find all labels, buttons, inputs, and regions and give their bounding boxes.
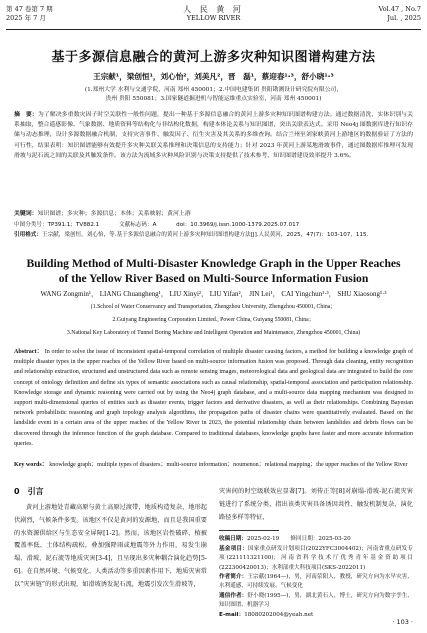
footnote-text: 舒小晓(1995—)，男，湖北黄石人，博士，研究方向为数字孪生、知识图谱、机器学习 [219,592,413,609]
keywords-en-text: knowledge graph；multiple types of disasters；multi-source information；noumenon；relational mapping；the upper reaches of the Yellow River [49,462,408,468]
journal-name-cn: 人 民 黄 河 [183,5,244,14]
document-code: 文献标志码：A [119,222,157,228]
page-number: · 103 · [392,618,413,626]
abstract-cn-label: 摘 要： [14,112,38,118]
affiliation-en-line: 3.National Key Laboratory of Tunnel Boring Machine and Intelligent Operation and Maintenance, Zhengzhou 450001, China) [66,330,361,336]
header-date-en: Jul. , 2025 [387,14,421,22]
header-right [379,5,421,23]
footnote-received [219,535,413,544]
abstract-en [14,347,413,449]
title-en-line: of the Yellow River Based on Multi-Source Information Fusion [58,272,369,285]
citation-text: 王宗献，梁创恒，刘心怡，等.基于多源信息融合的黄河上游多灾种知识图谱构建方法[J].人民黄河，2025，47(7)：103-107，115. [41,232,369,238]
section-heading-introduction: 0 引言 [14,487,44,496]
footnote-author [219,573,413,592]
footnote-text: 2025-02-19 修回日期：2025-03-20 [246,536,351,543]
keywords-cn [14,210,413,219]
title-en-line: Building Method of Multi-Disaster Knowledge Graph in the Upper Reaches [26,257,401,270]
keywords-en-label: Key words： [14,462,48,468]
footnote-rule [219,530,279,531]
keywords-cn-text: 知识图谱；多灾种；多源信息；本体；关系映射；黄河上游 [37,211,191,217]
footnote-funding [219,545,413,573]
affiliation-en-line: (1.School of Water Conservancy and Transportation, Zhengzhou University, Zhengzhou 450001, China； [90,304,337,310]
abstract-cn [14,110,413,161]
abstract-en-label: Abstract： [14,349,43,355]
citation-label: 引用格式： [14,232,42,238]
footnote-corresponding [219,592,413,611]
abstract-en-text: In order to solve the issue of inconsistent spatial-temporal correlation of multiple disaster causing factors, a method for building a knowledge graph of multiple disaster types in the upper reaches of the Yellow River based on multi-source information fusion was proposed. Through data cleaning, entity recognition and relationship extraction, structured and unstructured data such as remote sensing images, meteorological data and geological data are integrated to build the core concept of ontology definition and define six types of semantic associations such as causal relationship, spatial-temporal association and participation relationship. Knowledge storage and dynamic reasoning were carried out by using the Neo4j graph database, and a multi-source data mapping mechanism was designed to support multi-dimensional queries of entities such as disaster events, trigger factors and derivative disasters, as well as their relationships. Combining Bayesian network probabilistic reasoning and graph topology analysis algorithms, the propagation paths of disaster chains were quantitatively evaluated. Based on the landslide event in a certain area of the upper reaches of the Yellow River in 2023, the potential relationship chain between landslides and debris flows can be discovered through the inference function of the graph database. Compared to traditional databases, knowledge graphs have faster and more accurate information queries. [14,349,413,447]
title-en [0,256,427,286]
authors-cn: 王宗献¹，梁创恒¹，刘心怡²，刘美凡²，晋 磊¹，蔡迎春¹·³，舒小晓¹·³ [93,72,334,81]
body-left-column [14,486,207,592]
email-link[interactable]: 18080202004@yeah.net [244,611,314,618]
clc-number: 中图分类号：TP391.1；TV882.1 [14,222,100,228]
footnote-label: 通信作者： [219,592,248,599]
title-cn: 基于多源信息融合的黄河上游多灾种知识图谱构建方法 [51,50,376,65]
header-date-cn: 2025 年 7 月 [6,14,46,22]
footnote-label: 基金项目： [219,545,248,552]
header-center [6,5,421,23]
header-volume-cn: 第 47 卷第 7 期 [6,5,53,13]
citation-line [14,231,413,240]
introduction-paragraph: 黄河上游地处青藏高原与黄土高原过渡带，地质构造复杂，地形起伏剧烈，气候条件多变。该地区不仅是黄河的发源地，而且是我国重要的水资源供给区与生态安全屏障[1-2]。然而，该地区岩性破碎、植被覆盖率低、土体结构疏松，叠加强降雨或地震等外力作用，易发生崩塌、滑坡、泥石流等地质灾害[3-4]，且呈现出多灾种耦合演化趋势[5-6]。在自然环境、气候变化、人类活动等多重因素作用下，地质灾害常以“灾害链”的形式出现，如滑坡诱发泥石流，地震引发次生滑坡等， [14,504,207,588]
journal-name-en: YELLOW RIVER [186,14,241,22]
affiliations-cn [30,86,397,104]
affiliations-en [24,301,403,340]
authors-en: WANG Zongmin¹， LIANG Chuangheng¹， LIU Xinyi²， LIU Yifan²， JIN Lei¹， CAI Yingchun¹·³， SHU Xiaosong¹·³ [40,290,387,298]
running-header [6,5,421,31]
keywords-cn-label: 关键词： [14,211,38,217]
footnote-text: 王宗献(1964—)，男，河南荥阳人，教授，研究方向为水旱灾害、水利遥感、可持续发展、气候变化 [219,574,413,590]
keywords-en [14,460,413,470]
doi-text[interactable]: doi：10.3969/j.issn.1000-1379.2025.07.017 [176,222,300,228]
footnote-text: 国家重点研发计划项目(2022YFC3004402)；河南省重点研发专项(221111321100)；河南省科学技术厅优秀青年基金资助项目(222300420013)；水利部重大科技项目(SKS-2022011) [219,545,413,571]
affiliation-en-line: 2.Guiyang Engineering Corporation Limited., Power China, Guiyang 550081, China； [112,317,315,323]
footnote-label: E-mail： [219,611,245,618]
header-volume-en: Vol.47 , No.7 [378,5,421,13]
footnote-label: 作者简介： [219,574,248,581]
footnote-label: 收稿日期： [219,536,247,543]
footnote-email [219,611,413,620]
affiliation-cn-line: 贵州 贵阳 550081；3.国家隧道掘进机与智能运维重点实验室，河南 郑州 450001) [105,96,322,102]
classification-line [14,221,413,230]
abstract-cn-text: 为了解决多重数灾因子时空关联性一般性问题，提出一种基于多源信息融合的黄河上游多灾种知识图谱构建方法。通过数据清洗、实体识别与关系抽取，整合遥感影像、气象数据、地质资料等结构化与非结构化数据，构建本体论关系与知识图谱，突出关联表达式。采用 Neo4j 图数据库进行知识存储与动态推理，设计多源数据融合机制，支持灾害事件、触发因子、衍生灾害及其关系的多维查询。结合兰州至刘家峡黄河上游地区的数据验证了方法的可行性，结果表明：知识图谱能够有效提升多灾种关联关系推理和决策信息的支持能力；针对 2023 年黄河上游某地滑坡事件，通过图数据库推理可发现滑坡与泥石流之间的关联及其触发条件。该方法为流域多灾种风险识别与决策支持提供了技术参考，知识图谱建设效率提升 3.6%。 [14,112,414,159]
header-rule [6,29,421,30]
introduction-paragraph-continued: 灾害间的时空级联效应显著[7]。刘传正等[8]对崩塌-滑坡-泥石流灾害链进行了系统分类，指出该类灾害具备诱因共性、触发机制复杂、演化路径多样等特征， [219,488,413,521]
affiliation-cn-line: (1.郑州大学 水利与交通学院，河南 郑州 450001；2.中国电建集团 贵阳勘测设计研究院有限公司， [84,87,343,93]
body-right-column [219,486,413,620]
